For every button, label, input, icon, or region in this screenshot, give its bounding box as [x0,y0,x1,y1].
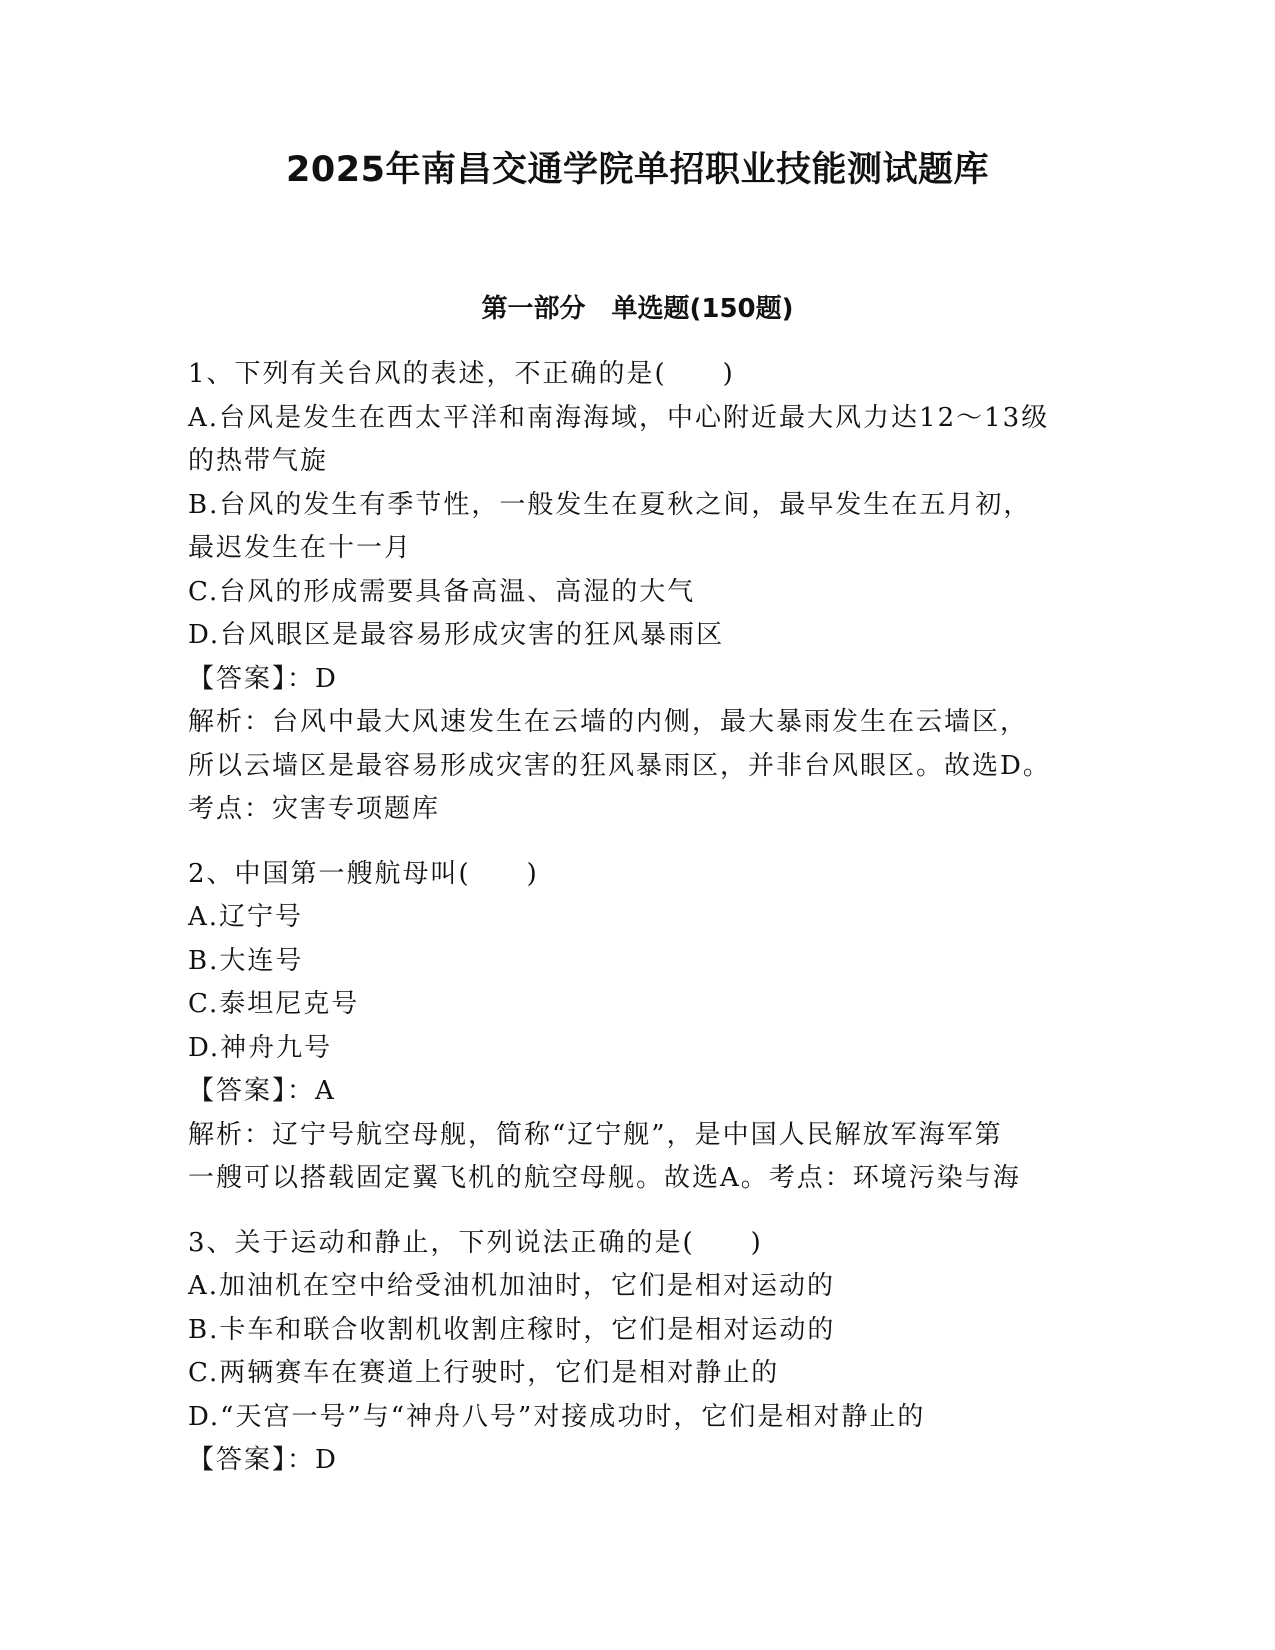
answer: 【答案】：D [188,663,338,694]
answer: 【答案】：D [188,1445,338,1475]
question-stem: 3、关于运动和静止，下列说法正确的是( ) [188,1227,763,1258]
option-a: A.加油机在空中给受油机加油时，它们是相对运动的 [188,1271,836,1301]
question-2 [188,853,1088,1201]
section-heading: 第一部分 单选题(150题) [481,294,794,324]
analysis-continued: 一艘可以搭载固定翼飞机的航空母舰。故选A。考点：环境污染与海 [188,1163,1021,1193]
question-stem: 2、中国第一艘航母叫( ) [188,858,539,889]
question-1 [188,353,1088,832]
analysis-topic: 考点：灾害专项题库 [188,794,441,824]
option-b: B.卡车和联合收割机收割庄稼时，它们是相对运动的 [188,1314,836,1345]
analysis: 解析：辽宁号航空母舰，简称“辽宁舰”，是中国人民解放军海军第 [188,1119,1003,1150]
option-b: B.大连号 [188,945,304,976]
option-d: D.“天宫一号”与“神舟八号”对接成功时，它们是相对静止的 [188,1401,926,1432]
option-c: C.泰坦尼克号 [188,989,360,1019]
option-b: B.台风的发生有季节性，一般发生在夏秋之间，最早发生在五月初， [188,489,1032,520]
document-title: 2025年南昌交通学院单招职业技能测试题库 [286,150,989,190]
answer: 【答案】：A [188,1076,336,1106]
question-3 [188,1222,1088,1483]
question-list [188,353,1088,1504]
analysis-continued: 所以云墙区是最容易形成灾害的狂风暴雨区，并非台风眼区。故选D。 [188,750,1051,781]
option-c: C.台风的形成需要具备高温、高湿的大气 [188,576,696,607]
option-d: D.台风眼区是最容易形成灾害的狂风暴雨区 [188,620,725,650]
option-d: D.神舟九号 [188,1032,333,1063]
option-b-continued: 最迟发生在十一月 [188,533,413,563]
option-c: C.两辆赛车在赛道上行驶时，它们是相对静止的 [188,1358,780,1388]
question-stem: 1、下列有关台风的表述，不正确的是( ) [188,359,735,389]
option-a: A.辽宁号 [188,902,304,932]
option-a-continued: 的热带气旋 [188,446,329,476]
option-a: A.台风是发生在西太平洋和南海海域，中心附近最大风力达12～13级 [188,402,1050,433]
analysis: 解析：台风中最大风速发生在云墙的内侧，最大暴雨发生在云墙区， [188,707,1029,737]
